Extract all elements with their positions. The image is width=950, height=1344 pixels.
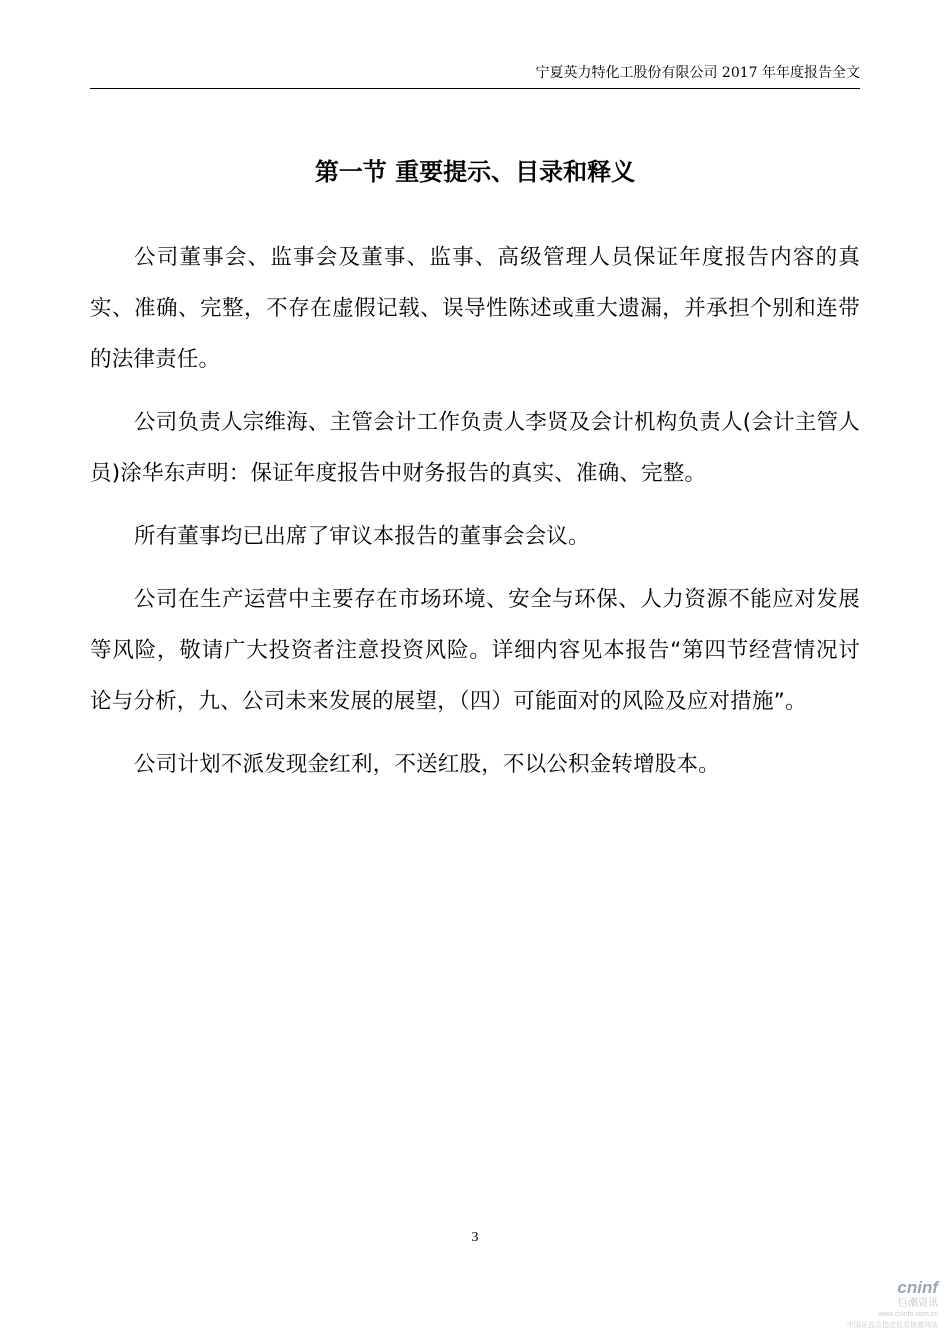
cninfo-foot-text: 中国证监会指定信息披露网站 [847, 1321, 938, 1329]
paragraph-responsibility-statement: 公司董事会、监事会及董事、监事、高级管理人员保证年度报告内容的真实、准确、完整，不存在虚假记载、误导性陈述或重大遗漏，并承担个别和连带的法律责任。 [90, 245, 860, 372]
cninfo-watermark [828, 1278, 938, 1338]
cninfo-logo-text: cninf [897, 1278, 938, 1297]
paragraph-board-attendance: 所有董事均已出席了审议本报告的董事会会议。 [134, 524, 590, 549]
page-number: 3 [471, 1230, 479, 1245]
running-header-title: 宁夏英力特化工股份有限公司 2017 年年度报告全文 [535, 65, 860, 81]
cninfo-sub-text: 巨潮资讯 [898, 1298, 938, 1309]
body-text [90, 232, 860, 802]
running-header [90, 62, 860, 89]
paragraph-risk-notice: 公司在生产运营中主要存在市场环境、安全与环保、人力资源不能应对发展等风险，敬请广大投资者注意投资风险。详细内容见本报告“第四节经营情况讨论与分析，九、公司未来发展的展望，（四）可能面对的风险及应对措施”。 [90, 587, 860, 714]
cninfo-url-text: www.cninfo.com.cn [878, 1311, 938, 1318]
paragraph-dividend-plan: 公司计划不派发现金红利，不送红股，不以公积金转增股本。 [134, 752, 720, 777]
section-title: 第一节 重要提示、目录和释义 [314, 158, 636, 186]
paragraph-financial-declaration: 公司负责人宗维海、主管会计工作负责人李贤及会计机构负责人(会计主管人员)涂华东声明：保证年度报告中财务报告的真实、准确、完整。 [90, 410, 860, 486]
